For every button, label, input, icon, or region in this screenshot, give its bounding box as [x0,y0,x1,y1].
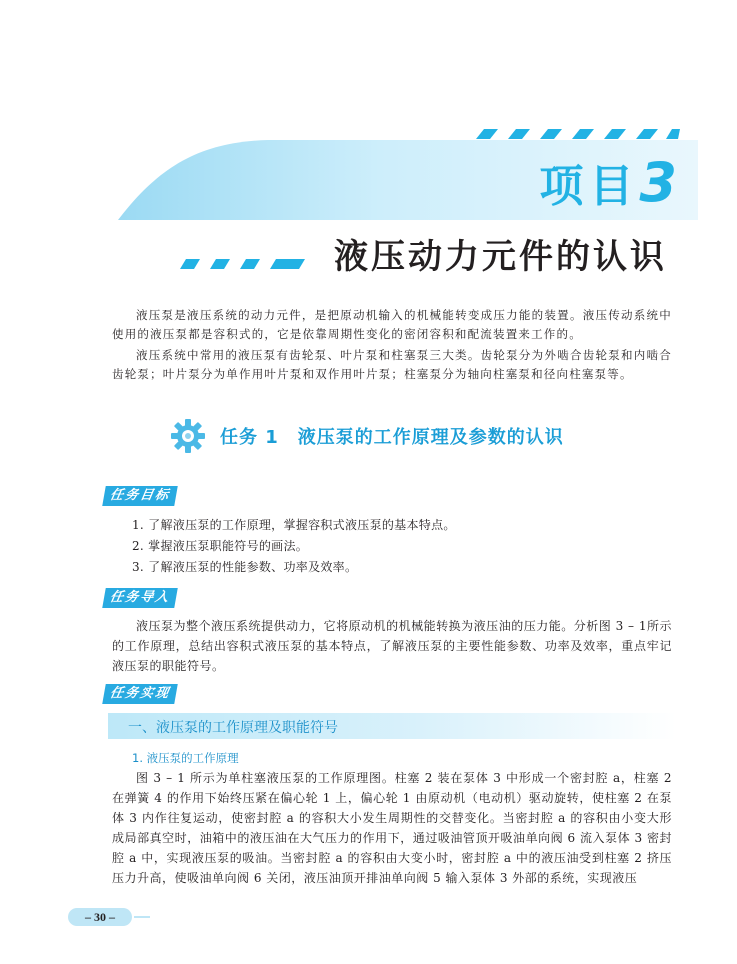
body-paragraph: 图 3 – 1 所示为单柱塞液压泵的工作原理图。柱塞 2 装在泵体 3 中形成一个密封腔 a，柱塞 2 在弹簧 4 的作用下始终压紧在偏心轮 1 上，偏心轮 1 由原动机（电动机）驱动旋转，使柱塞 2 在泵体 3 内作往复运动，使密封腔 a 的容积大小发生周期性的交替变化。当密封腔 a 的容积由小变大形成局部真空时，油箱中的液压油在大气压力的作用下，通过吸油管顶开吸油单向阀 6 流入泵体 3 密封腔 a 中，实现液压泵的吸油。当密封腔 a 的容积由大变小时，密封腔 a 中的液压油受到柱塞 2 挤压压力升高，使吸油单向阀 6 关闭，液压油顶开排油单向阀 5 输入泵体 3 外部的系统，实现液压 [112,771,672,885]
project-heading [539,150,677,214]
subsection-title: 1. 液压泵的工作原理 [132,751,239,765]
intro-paragraph-2: 液压系统中常用的液压泵有齿轮泵、叶片泵和柱塞泵三大类。齿轮泵分为外啮合齿轮泵和内啮合齿轮泵；叶片泵分为单作用叶片泵和双作用叶片泵；柱塞泵分为轴向柱塞泵和径向柱塞泵等。 [112,348,672,381]
tag-task-guide: 任务导入 [102,588,178,608]
tag-task-implement: 任务实现 [102,684,178,704]
page-number: – 30 – [68,908,132,926]
intro-paragraph-1: 液压泵是液压系统的动力元件，是把原动机输入的机械能转变成压力能的装置。液压传动系统中使用的液压泵都是容积式的，它是依靠周期性变化的密闭容积和配流装置来工作的。 [112,308,672,341]
task-title: 任务 1 液压泵的工作原理及参数的认识 [220,427,564,448]
goal-item-1: 1. 了解液压泵的工作原理，掌握容积式液压泵的基本特点。 [132,518,456,532]
task-heading [170,420,564,452]
footer-rule [134,916,150,918]
guide-paragraph: 液压泵为整个液压系统提供动力，它将原动机的机械能转换为液压油的压力能。分析图 3 – 1所示的工作原理，总结出容积式液压泵的基本特点，了解液压泵的主要性能参数、功率及效率，重点牢记液压泵的职能符号。 [112,619,672,673]
section-title: 一、液压泵的工作原理及职能符号 [128,720,338,736]
banner-bottom-dashes [180,259,305,269]
goal-item-3: 3. 了解液压泵的性能参数、功率及效率。 [132,560,358,574]
gear-icon [170,418,206,454]
tag-task-goals: 任务目标 [102,486,178,506]
goal-item-2: 2. 掌握液压泵职能符号的画法。 [132,539,309,553]
project-number: 3 [639,151,677,214]
project-label: 项目 [539,161,640,212]
chapter-title: 液压动力元件的认识 [334,237,667,277]
